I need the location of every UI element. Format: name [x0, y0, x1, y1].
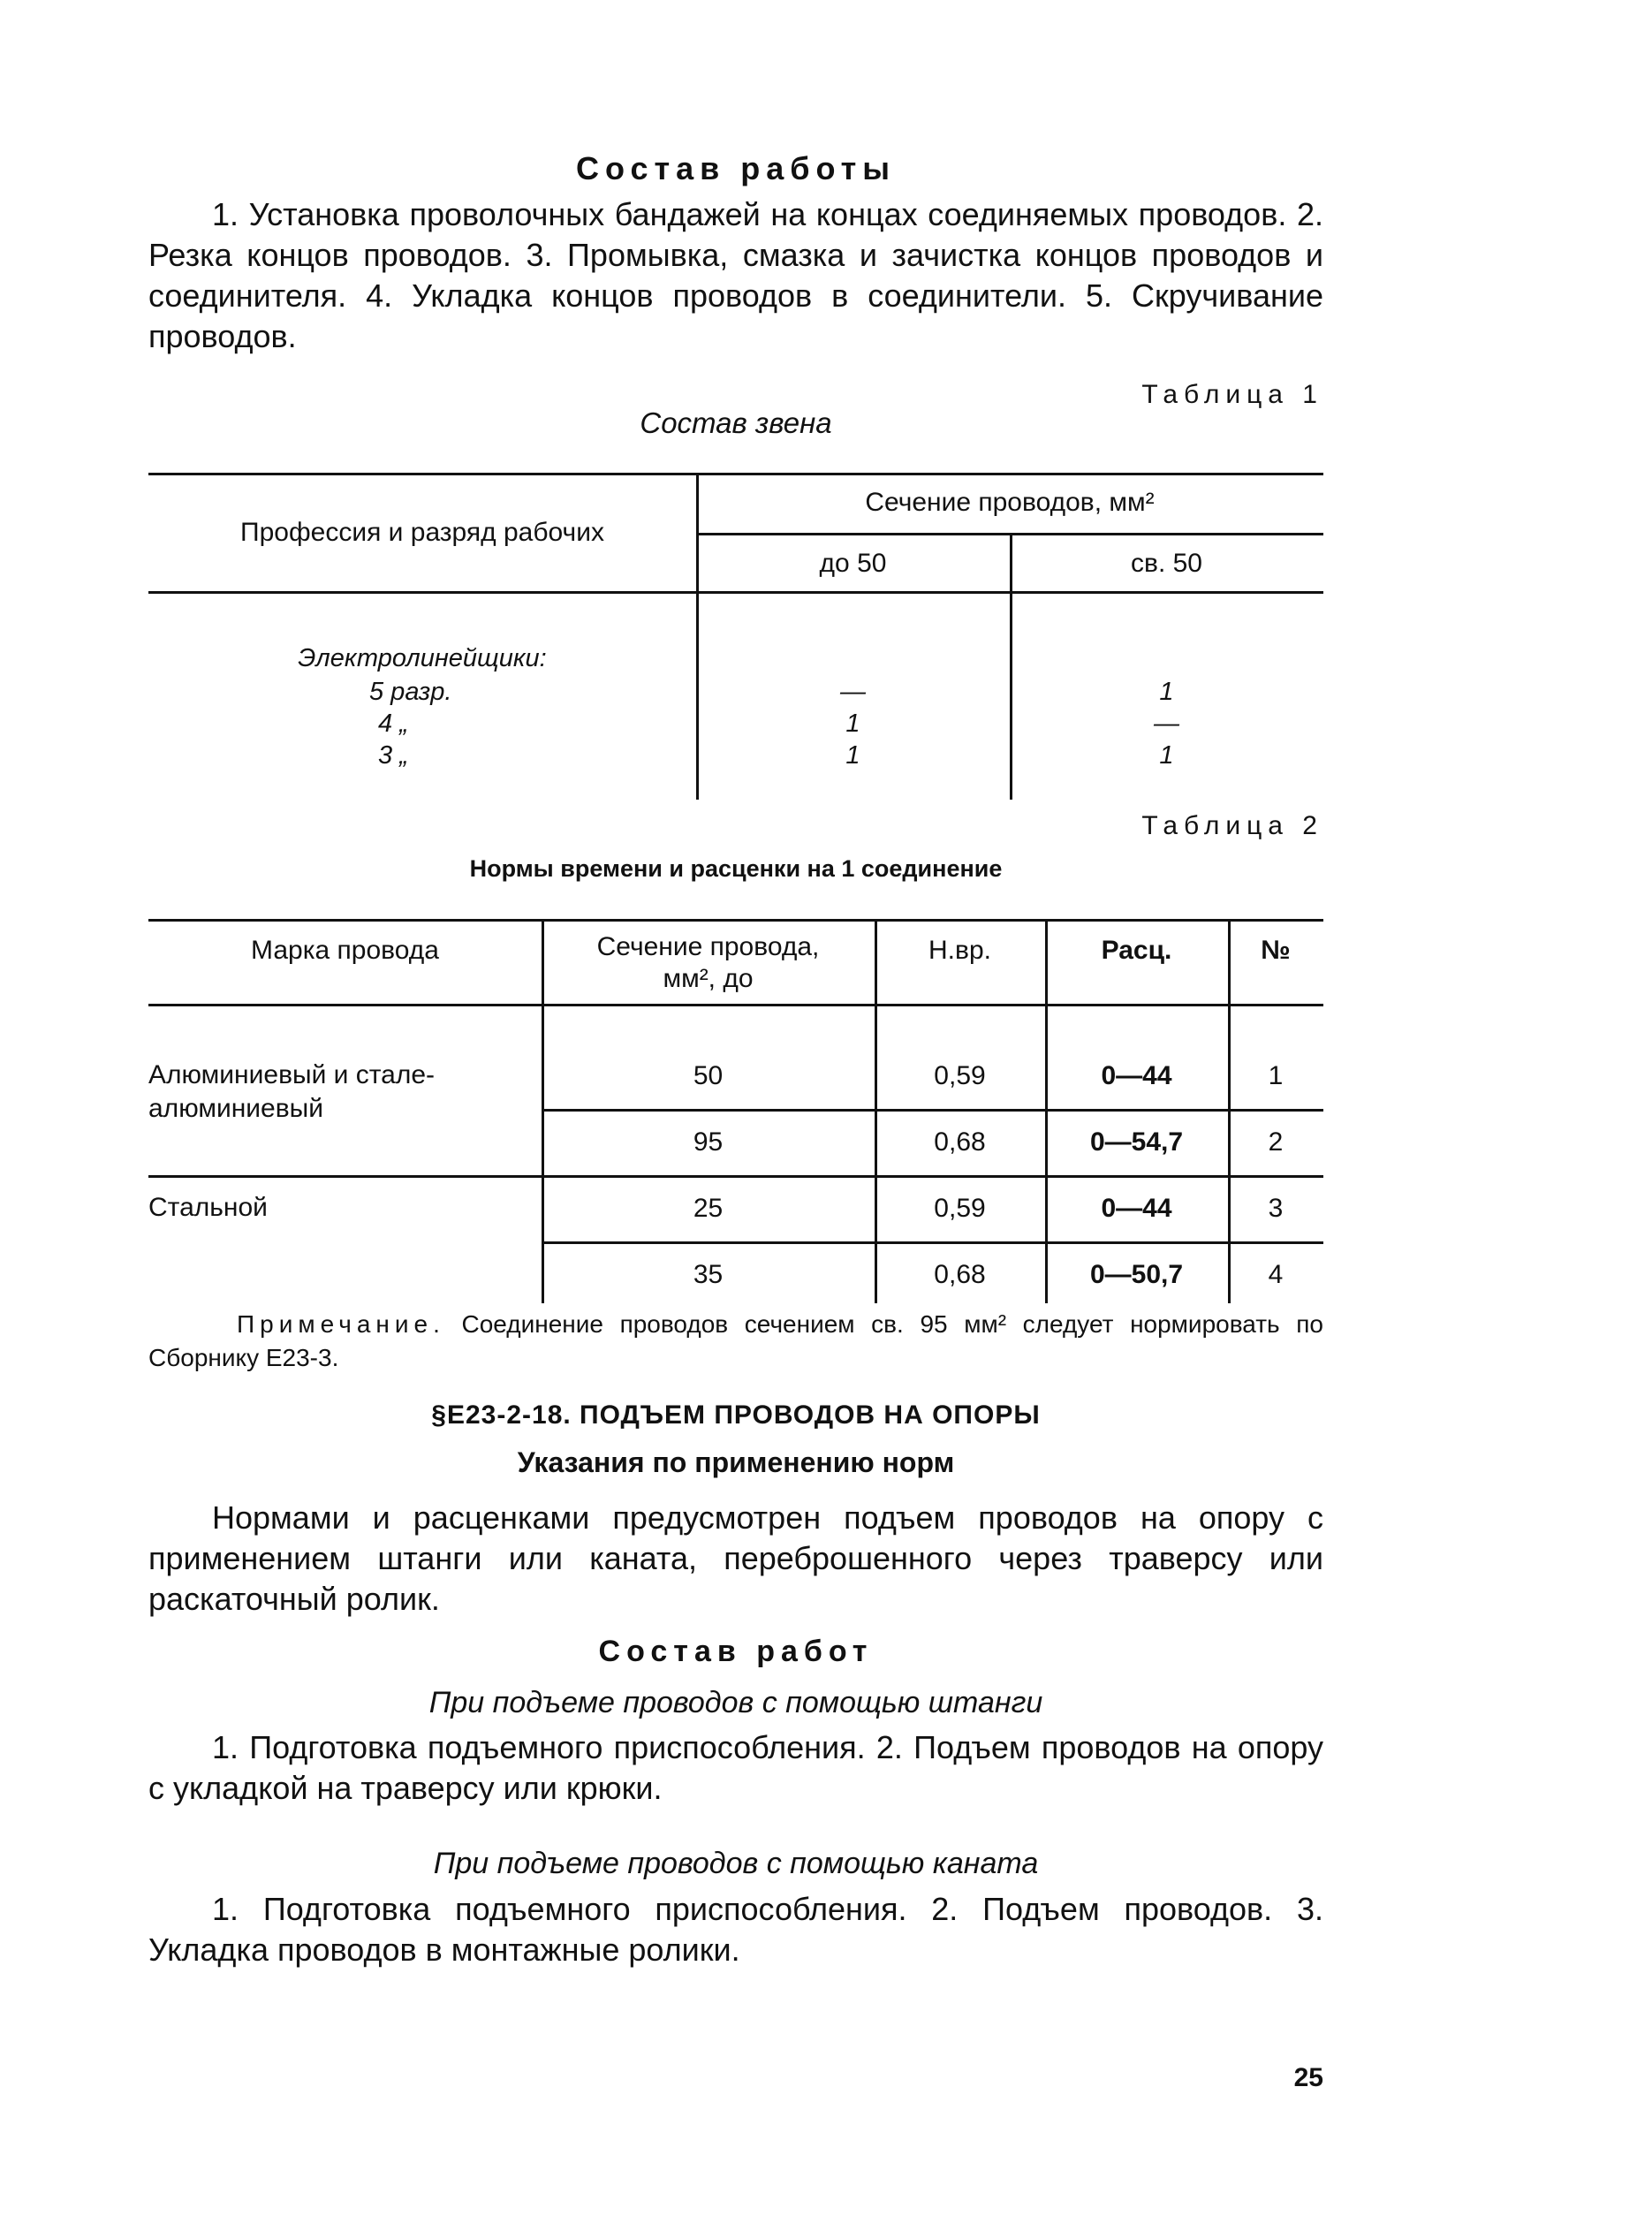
- table2-cell-num: 1: [1268, 1061, 1284, 1090]
- table2-group-name-line1: Стальной: [148, 1193, 268, 1222]
- table2-group-name-line1: Алюминиевый и стале-: [148, 1060, 436, 1089]
- table1-cell-up-to-50: 1: [845, 741, 860, 770]
- table2-header-mark: Марка провода: [251, 936, 439, 965]
- table2-cell-rate: 0—54,7: [1089, 1127, 1184, 1157]
- table1-row: [369, 676, 546, 771]
- table2-cell-norm: 0,59: [934, 1194, 986, 1223]
- table1-header-section: Сечение проводов, мм²: [865, 488, 1155, 517]
- table2-cell-section: 95: [693, 1127, 724, 1157]
- table2-label: Таблица 2: [1141, 811, 1323, 840]
- table1-cell-over-50: 1: [1159, 741, 1174, 770]
- table1-label: Таблица 1: [1141, 380, 1323, 409]
- table1-group-label: Электролинейщики:: [298, 644, 547, 672]
- table1-cell-over-50: 1: [1159, 678, 1174, 706]
- page-number: 25: [1293, 2063, 1323, 2092]
- table2-cell-norm: 0,59: [934, 1061, 986, 1090]
- table1-row-grade: 4 „: [378, 710, 408, 738]
- table2-group-steel: [148, 1191, 542, 1225]
- table1-col-up-to-50: до 50: [819, 549, 887, 578]
- table1-cell-up-to-50: —: [840, 678, 866, 706]
- section2-work-title: Состав работ: [598, 1635, 874, 1668]
- table2-note-label: Примечание.: [237, 1310, 445, 1338]
- case2-text: 1. Подготовка подъемного приспособления. 2. Подъем проводов. 3. Укладка проводов в монтажные ролики.: [148, 1891, 1323, 1968]
- section2-heading: §Е23-2-18. ПОДЪЕМ ПРОВОДОВ НА ОПОРЫ: [431, 1400, 1041, 1430]
- table1: [148, 473, 1323, 800]
- table2-cell-rate: 0—50,7: [1089, 1260, 1184, 1289]
- table2: [148, 919, 1323, 1303]
- table2-header-section-line1: Сечение провода,: [596, 932, 820, 961]
- table2-cell-section: 35: [693, 1260, 724, 1289]
- table2-header-num: №: [1261, 936, 1291, 965]
- table2-cell-num: 4: [1268, 1260, 1284, 1289]
- table2-cell-rate: 0—44: [1101, 1194, 1172, 1223]
- table2-cell-norm: 0,68: [934, 1260, 986, 1289]
- table2-header-section-line2: мм², до: [663, 964, 754, 993]
- table2-header-rate: Расц.: [1101, 936, 1172, 965]
- section2-subheading: Указания по применению норм: [517, 1446, 955, 1478]
- table2-note-text: Соединение проводов сечением св. 95 мм² следует нормировать по Сборнику Е23-3.: [148, 1310, 1324, 1371]
- table2-cell-rate: 0—44: [1101, 1061, 1172, 1090]
- table2-header-section: [542, 931, 875, 995]
- case2-title: При подъеме проводов с помощью каната: [433, 1847, 1039, 1880]
- table2-cell-section: 50: [693, 1061, 724, 1090]
- table1-caption: Состав звена: [640, 406, 832, 439]
- case1-text: 1. Подготовка подъемного приспособления. 2. Подъем проводов на опору с укладкой на траверсу или крюки.: [148, 1729, 1323, 1806]
- table2-note: [148, 1308, 1323, 1375]
- section2-paragraph: Нормами и расценками предусмотрен подъем проводов на опору с применением штанги или каната, переброшенного через траверсу или раскаточный ролик.: [148, 1499, 1323, 1617]
- table2-caption: Нормы времени и расценки на 1 соединение: [469, 855, 1003, 882]
- case1-title: При подъеме проводов с помощью штанги: [428, 1686, 1043, 1719]
- table2-cell-num: 3: [1268, 1194, 1284, 1223]
- table1-row-grade: 3 „: [378, 741, 408, 770]
- table2-header-norm: Н.вр.: [928, 936, 991, 965]
- table1-header-profession: Профессия и разряд рабочих: [240, 518, 604, 547]
- table2-group-name-line2: алюминиевый: [148, 1094, 324, 1123]
- table2-cell-num: 2: [1268, 1127, 1284, 1157]
- table2-group-aluminium: [148, 1059, 542, 1126]
- table2-cell-section: 25: [693, 1194, 724, 1223]
- table1-row-grade: 5 разр.: [369, 678, 452, 706]
- table1-cell-over-50: —: [1154, 710, 1179, 738]
- table1-col-over-50: св. 50: [1131, 549, 1202, 578]
- table1-cell-up-to-50: 1: [845, 710, 860, 738]
- section-title-work-composition: Состав работы: [575, 150, 897, 186]
- work-composition-paragraph: 1. Установка проволочных бандажей на концах соединяемых проводов. 2. Резка концов проводов. 3. Промывка, смазка и зачистка концов проводов и соединителя. 4. Укладка концов проводов в соединители. 5. Скручивание проводов.: [148, 196, 1323, 354]
- table2-cell-norm: 0,68: [934, 1127, 986, 1157]
